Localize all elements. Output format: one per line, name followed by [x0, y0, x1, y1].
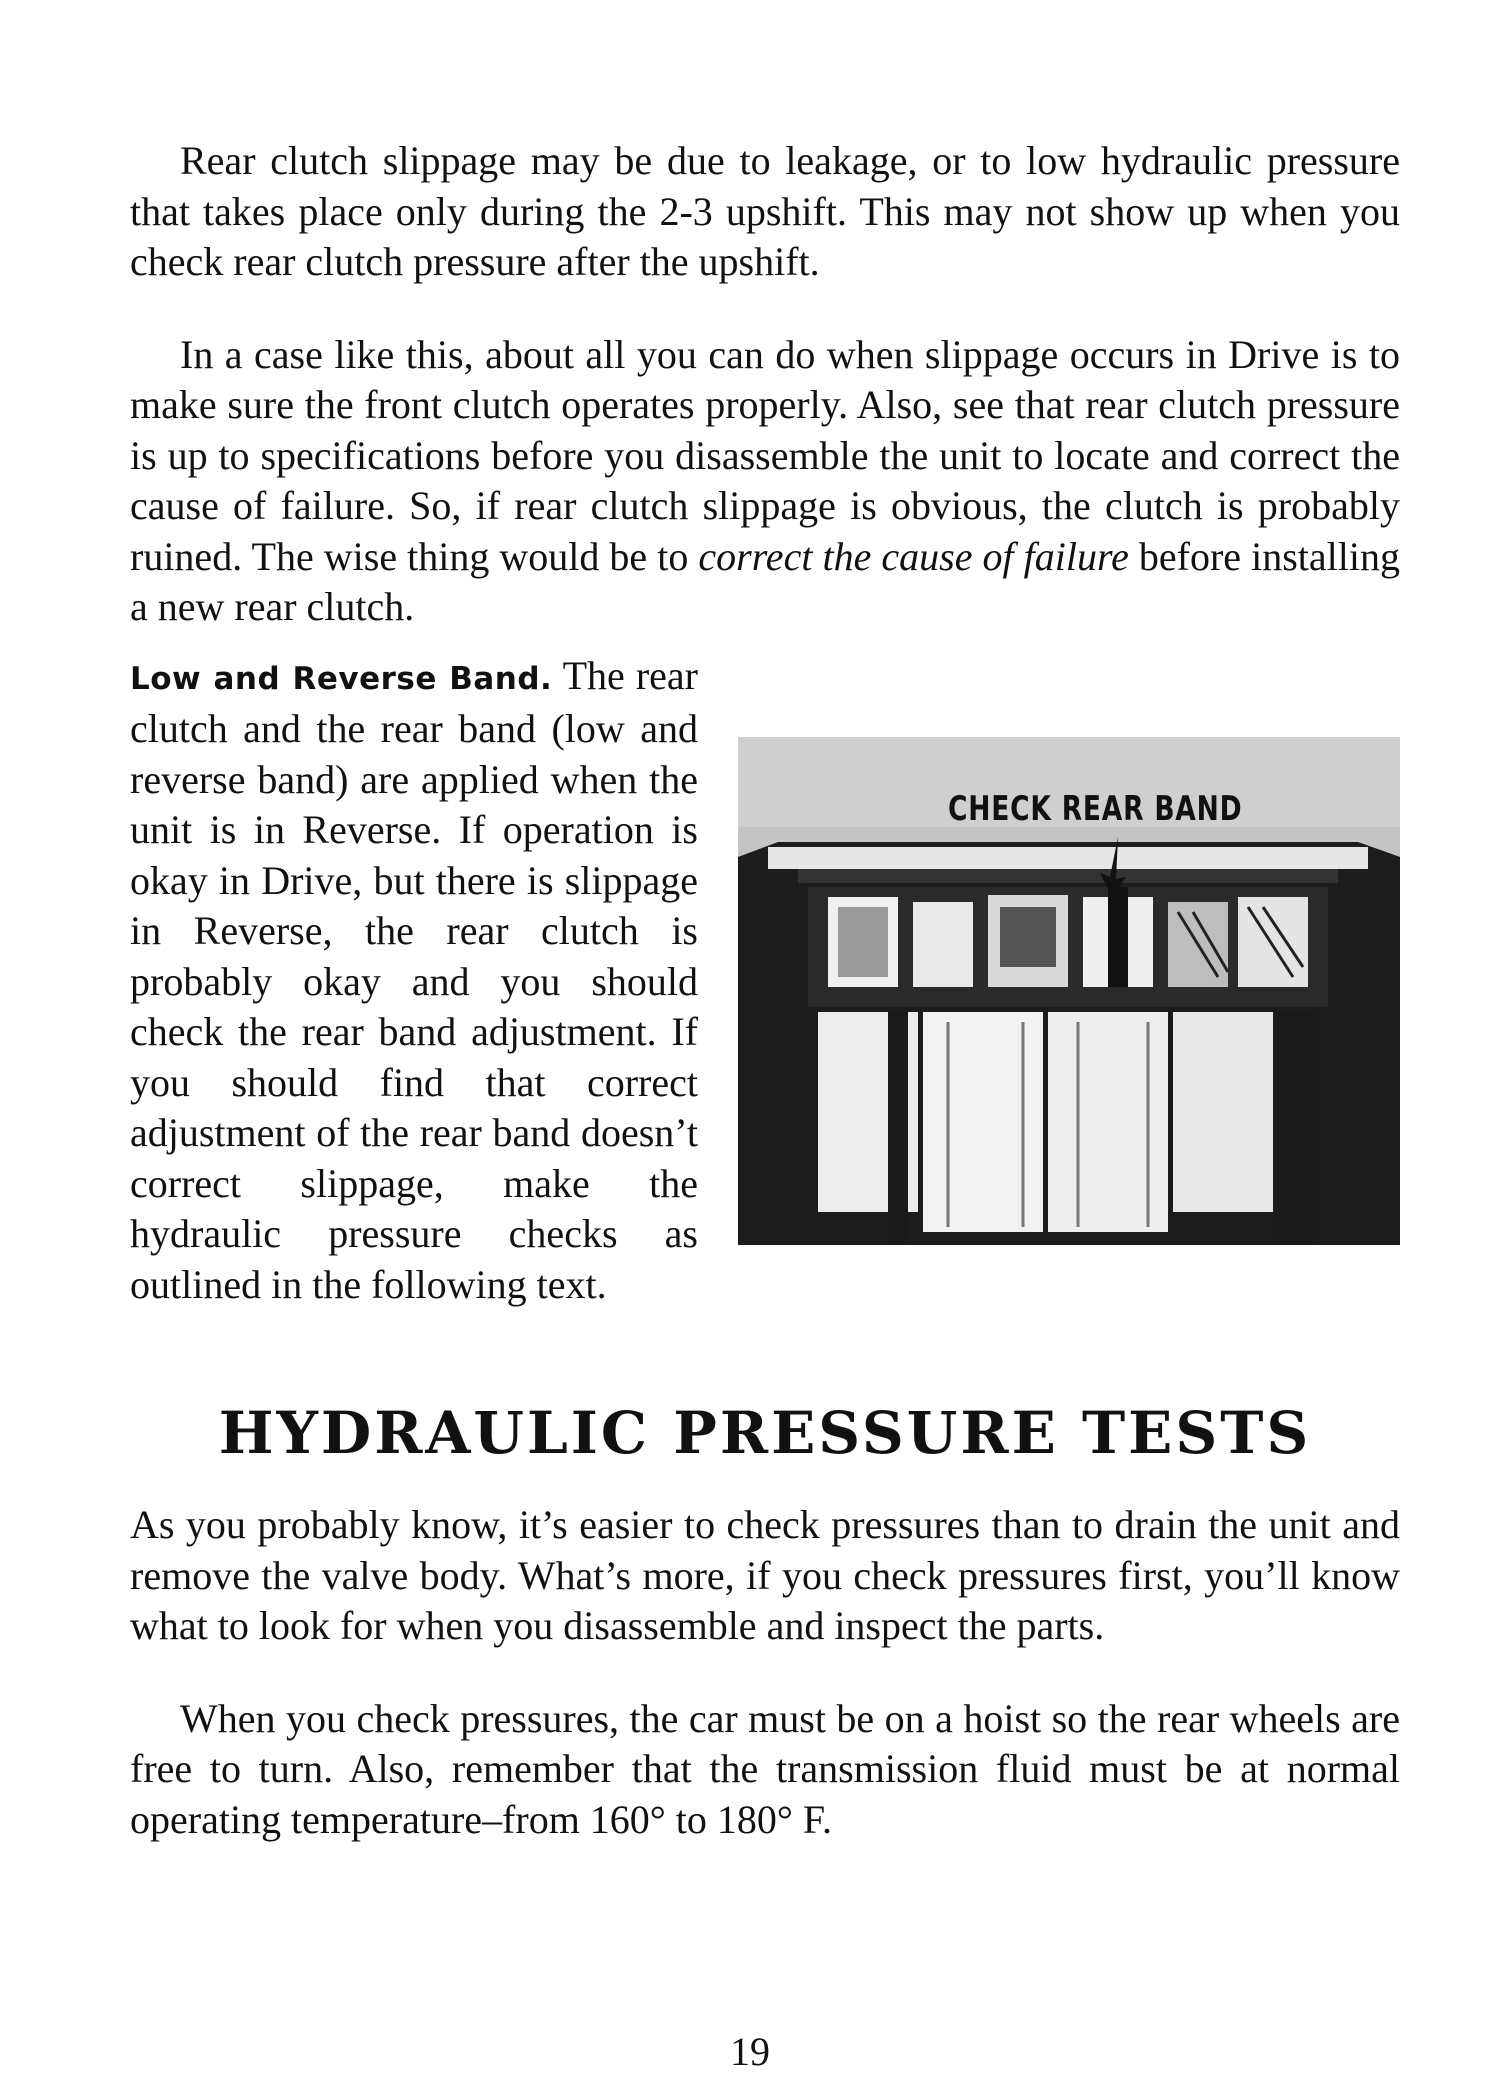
page-body: [130, 136, 1400, 1845]
runin-body: The rear clutch and the rear band (low and reverse band) are applied when the unit is in Reverse. If operation is okay in Drive, but there is slippage in Reverse, the rear clutch is probably okay and you should check the rear band adjustment. If you should find that correct adjustment of the rear band doesn’t correct slippage, make the hydraulic pressure checks as outlined in the following text.: [130, 652, 698, 1307]
figure-transmission-cutaway: [738, 737, 1400, 1245]
runin-heading: Low and Reverse Band.: [130, 660, 553, 697]
section-heading: HYDRAULIC PRESSURE TESTS: [218, 1399, 1312, 1467]
emphasis-text: correct the cause of failure: [698, 533, 1129, 579]
paragraph-case-like-this: [130, 330, 1400, 633]
paragraph-text: In a case like this, about all you can do when slippage occurs in Drive is to make sure the front clutch operates properly. Also, see that rear clutch pressure is up to specifications before you disassemble the unit to locate and correct the cause of failure. So, if rear clutch slippage is obvious, the clutch is probably ruined. The wise thing would be to: [130, 331, 1400, 579]
paragraph-hoist-temperature: When you check pressures, the car must be on a hoist so the rear wheels are free to turn. Also, remember that the transmission fluid must be at normal operating temperature–from 160° to 180° F.: [130, 1695, 1400, 1842]
figure-label: CHECK REAR BAND: [948, 788, 1243, 829]
paragraph-check-pressures: As you probably know, it’s easier to check pressures than to drain the unit and remove the valve body. What’s more, if you check pressures first, you’ll know what to look for when you disassemble and inspect the parts.: [130, 1502, 1400, 1648]
page-number: 19: [730, 2029, 770, 2074]
paragraph-text: before installing a new rear clutch.: [130, 533, 1400, 629]
paragraph-rear-clutch-slippage: Rear clutch slippage may be due to leakage, or to low hydraulic pressure that takes place only during the 2-3 upshift. This may not show up when you check rear clutch pressure after the upshift.: [130, 138, 1400, 284]
